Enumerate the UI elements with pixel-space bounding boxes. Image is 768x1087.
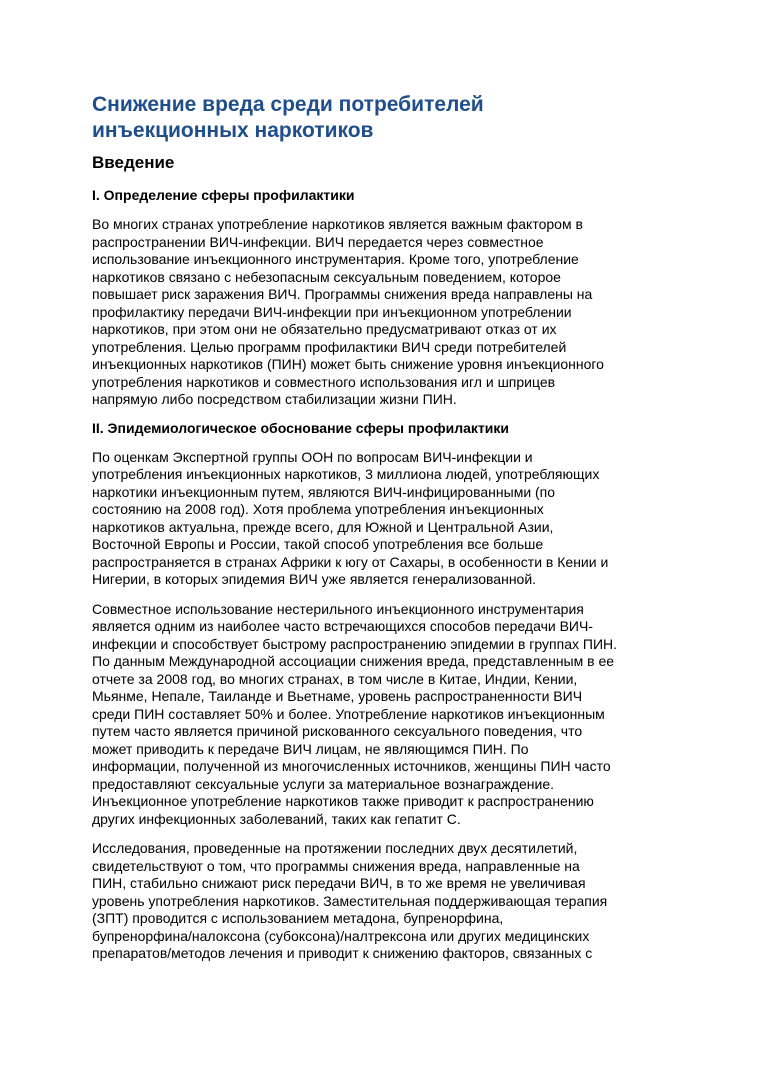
section-1-paragraph-1: Во многих странах употребление наркотиков является важным фактором в распространении ВИЧ-инфекции. ВИЧ передается через совместное использование инъекционного инструментария. Кроме того, употребление наркотиков связано с небезопасным сексуальным поведением, которое повышает риск заражения ВИЧ. Программы снижения вреда направлены на профилактику передачи ВИЧ-инфекции при инъекционном употреблении наркотиков, при этом они не обязательно предусматривают отказ от их употребления. Целью программ профилактики ВИЧ среди потребителей инъекционных наркотиков (ПИН) может быть снижение уровня инъекционного употребления наркотиков и совместного использования игл и шприцев напрямую либо посредством стабилизации жизни ПИН. [92, 216, 604, 407]
section-2-paragraph-1: По оценкам Экспертной группы ООН по вопросам ВИЧ-инфекции и употребления инъекционных наркотиков, 3 миллиона людей, употребляющих наркотики инъекционным путем, являются ВИЧ-инфицированными (по состоянию на 2008 год). Хотя проблема употребления инъекционных наркотиков актуальна, прежде всего, для Южной и Центральной Азии, Восточной Европы и России, такой способ употребления все больше распространяется в странах Африки к югу от Сахары, в особенности в Кении и Нигерии, в которых эпидемия ВИЧ уже является генерализованной. [92, 448, 609, 587]
document-title: Снижение вреда среди потребителей инъекционных наркотиков [92, 93, 484, 142]
section-2-paragraph-2: Совместное использование нестерильного инъекционного инструментария является одним из наиболее часто встречающихся способов передачи ВИЧ- инфекции и способствует быстрому распространению эпидемии в группах ПИН. По данным Международной ассоциации снижения вреда, представленным в ее отчете за 2008 год, во многих странах, в том числе в Китае, Индии, Кении, Мьянме, Непале, Таиланде и Вьетнаме, уровень распространенности ВИЧ среди ПИН составляет 50% и более. Употребление наркотиков инъекционным путем часто является причиной рискованного сексуального поведения, что может приводить к передаче ВИЧ лицам, не являющимся ПИН. По информации, полученной из многочисленных источников, женщины ПИН часто предоставляют сексуальные услуги за материальное вознаграждение. Инъекционное употребление наркотиков также приводит к распространению других инфекционных заболеваний, таких как гепатит С. [92, 600, 618, 827]
document-page [92, 92, 672, 963]
intro-heading: Введение [92, 153, 175, 172]
section-heading-1: I. Определение сферы профилактики [92, 187, 355, 203]
section-heading-2: II. Эпидемиологическое обоснование сферы профилактики [92, 419, 510, 436]
section-2-paragraph-3: Исследования, проведенные на протяжении последних двух десятилетий, свидетельствуют о том, что программы снижения вреда, направленные на ПИН, стабильно снижают риск передачи ВИЧ, в то же время не увеличивая уровень употребления наркотиков. Заместительная поддерживающая терапия (ЗПТ) проводится с использованием метадона, бупренорфина, бупренорфина/налоксона (субоксона)/налтрексона или других медицинских препаратов/методов лечения и приводит к снижению факторов, связанных с [92, 840, 608, 961]
